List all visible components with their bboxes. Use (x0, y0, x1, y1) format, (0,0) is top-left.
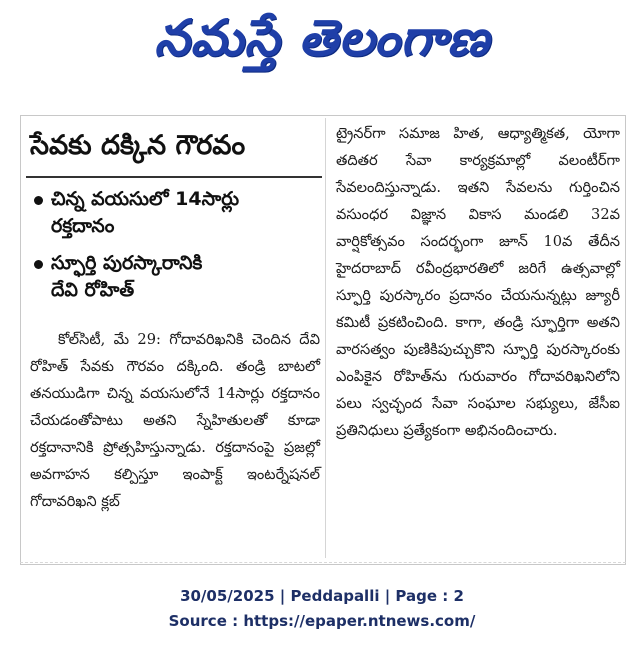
masthead (0, 0, 644, 88)
left-column (22, 118, 322, 515)
article-body-right: ట్రైనర్‌గా సమాజ హిత, ఆధ్యాత్మికత, యోగా తదితర సేవా కార్యక్రమాల్లో వలంటీర్‌గా సేవలందిస్తున్నాడు. ఇతని సేవలను గుర్తించిన వసుంధర విజ్ఞాన వికాస మండలి 32వ వార్షికోత్సవం సందర్భంగా జూన్ 10వ తేదీన హైదరాబాద్ రవీంద్రభారతిలో జరిగే ఉత్సవాల్లో స్ఫూర్తి పురస్కారం ప్రదానం చేయనున్నట్లు జ్యూరీ కమిటీ ప్రకటించింది. కాగా, తండ్రి స్ఫూర్తిగా అతని వారసత్వం పుణికిపుచ్చుకొని స్ఫూర్తి పురస్కారంకు ఎంపికైన రోహిత్‌ను గురువారం గోదావరిఖనిలోని పలు స్వచ్ఛంద సేవా సంఘాల సభ్యులు, జేసీఐ ప్రతినిధులు ప్రత్యేకంగా అభినందించారు. (336, 125, 620, 439)
newspaper-logo: నమస్తే తెలంగాణ (154, 8, 490, 67)
clip-edge (20, 562, 626, 570)
right-column (332, 118, 624, 444)
left-body (22, 314, 320, 515)
article-body-left: కోల్‌సిటీ, మే 29: గోదావరిఖనికి చెందిన దేవి రోహిత్ సేవకు గౌరవం దక్కింది. తండ్రి బాటలో తనయుడిగా చిన్న వయసులోనే 14సార్లు రక్తదానం చేయడంతోపాటు అతని స్నేహితులతో కూడా రక్తదానానికి ప్రోత్సహిస్తున్నాడు. రక్తదానంపై ప్రజల్లో అవగాహన కల్పిస్తూ ఇంపాక్ట్ ఇంటర్నేషనల్ గోదావరిఖని క్లబ్ (30, 331, 320, 510)
column-divider (325, 118, 326, 558)
bullet-dot-icon (34, 260, 43, 269)
bullet-dot-icon (34, 196, 43, 205)
highlight-bullets (22, 178, 322, 304)
right-body (332, 118, 620, 444)
footer-source-line: Source : https://epaper.ntnews.com/ (168, 612, 476, 630)
bullet-text: చిన్న వయసులో 14సార్లు రక్తదానం (51, 188, 240, 237)
bullet-text: స్ఫూర్తి పురస్కారానికి దేవి రోహిత్ (51, 252, 203, 301)
article-headline: సేవకు దక్కిన గౌరవం (30, 130, 246, 161)
highlight-bullet (34, 186, 322, 240)
highlight-bullet (34, 250, 322, 304)
footer-date-line: 30/05/2025 | Peddapalli | Page : 2 (180, 587, 464, 605)
